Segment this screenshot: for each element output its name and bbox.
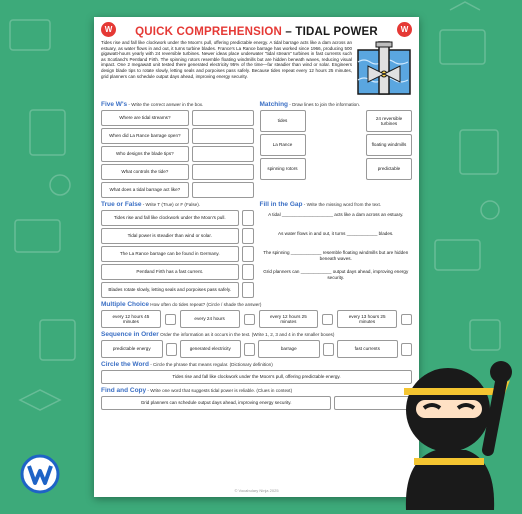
true-false-heading: True or False - Write T (True) or F (False). [101, 201, 201, 208]
badge-right: W [397, 22, 412, 37]
find-copy-heading: Find and Copy - Write one word that suggests tidal power is reliable. (Clues in context) [101, 387, 293, 394]
ninja-mascot [376, 350, 516, 510]
tf-statement: Pentland Firth has a fast current. [101, 264, 239, 280]
tf-statement: Tidal power is steadier than wind or solar. [101, 228, 239, 244]
mc-option[interactable]: every 13 hours 25 minutes [337, 310, 397, 328]
five-ws-heading: Five W's - Write the correct answer in the box. [101, 101, 204, 108]
tf-statement: Blades rotate slowly, letting seals and porpoises pass safely. [101, 282, 239, 298]
circle-word-section [101, 361, 412, 384]
sequence-item: fast currents [337, 340, 399, 358]
sequence-heading: Sequence in Order Order the information as it occurs in the text. (Write 1, 2, 3 and 4 in the smaller boxes) [101, 331, 335, 338]
gap-sentence[interactable]: As water flows in and out, it turns ____________ blades. [278, 231, 394, 236]
match-left-item[interactable]: La Rance [260, 134, 306, 156]
five-ws-answer-box[interactable] [192, 110, 254, 126]
match-left-item[interactable]: spinning rotors [260, 158, 306, 180]
sequence-item: predictable energy [101, 340, 163, 358]
tf-answer-box[interactable] [242, 228, 254, 244]
sequence-number-box[interactable] [244, 343, 255, 356]
sequence-item: generated electricity [180, 340, 242, 358]
mc-tick-box[interactable] [165, 314, 176, 325]
worksheet [94, 17, 419, 497]
matching-heading: Matching - Draw lines to join the information. [259, 101, 361, 108]
sequence-number-box[interactable] [323, 343, 334, 356]
five-ws-question: What does a tidal barrage act like? [101, 182, 189, 198]
tf-answer-box[interactable] [242, 282, 254, 298]
mc-option[interactable]: every 12 hours 45 minutes [101, 310, 161, 328]
five-ws-answer-box[interactable] [192, 182, 254, 198]
true-false-section [101, 198, 254, 298]
tf-statement: Tides rise and fall like clockwork under the Moon's pull. [101, 210, 239, 226]
five-ws-question: Where are tidal streams? [101, 110, 189, 126]
vocabulary-ninja-logo [20, 454, 60, 494]
five-ws-question: Who designs the blade tips? [101, 146, 189, 162]
mc-tick-box[interactable] [244, 314, 255, 325]
sequence-number-box[interactable] [166, 343, 177, 356]
five-ws-answer-box[interactable] [192, 146, 254, 162]
copyright-footer: © Vocabulary Ninja 2025 [234, 488, 279, 493]
five-ws-answer-box[interactable] [192, 164, 254, 180]
sequence-item: barrage [258, 340, 320, 358]
gap-sentence[interactable]: A tidal ____________________ acts like a dam across an estuary. [268, 212, 404, 217]
worksheet-title: QUICK COMPREHENSION – TIDAL POWER [135, 26, 378, 38]
gap-sentence[interactable]: Grid planners can ____________ output days ahead, improving energy security. [263, 269, 409, 280]
fill-gap-heading: Fill in the Gap - Write the missing word from the text. [259, 201, 382, 208]
find-copy-sentence: Grid planners can schedule output days ahead, improving energy security. [101, 396, 331, 410]
find-copy-section [101, 387, 412, 410]
multiple-choice-heading: Multiple Choice How often do tides repeat? (Circle / shade the answer) [101, 301, 262, 308]
match-right-item[interactable]: 24 reversible turbines [366, 110, 412, 132]
five-ws-answer-box[interactable] [192, 128, 254, 144]
five-ws-question: When did La Rance barrage open? [101, 128, 189, 144]
tf-answer-box[interactable] [242, 264, 254, 280]
reading-passage [101, 40, 412, 98]
five-ws-question: What controls the tide? [101, 164, 189, 180]
multiple-choice-section [101, 301, 412, 328]
fill-gap-section [260, 198, 413, 298]
match-right-item[interactable]: predictable [366, 158, 412, 180]
mc-tick-box[interactable] [322, 314, 333, 325]
match-left-item[interactable]: tides [260, 110, 306, 132]
match-right-item[interactable]: floating windmills [366, 134, 412, 156]
mc-option[interactable]: every 12 hours 25 minutes [259, 310, 319, 328]
circle-word-heading: Circle the Word - Circle the phrase that means regular. (Dictionary definition) [101, 361, 273, 368]
tf-answer-box[interactable] [242, 210, 254, 226]
mc-tick-box[interactable] [401, 314, 412, 325]
tidal-turbine-illustration [356, 40, 412, 98]
tf-statement: The La Rance barrage can be found in Germany. [101, 246, 239, 262]
tf-answer-box[interactable] [242, 246, 254, 262]
five-ws-section [101, 98, 254, 198]
title-row [101, 22, 412, 40]
badge-left: W [101, 22, 116, 37]
matching-section [260, 98, 413, 198]
gap-sentence[interactable]: The spinning ____________ resemble floating windmills but are hidden beneath waves. [263, 250, 409, 261]
circle-word-sentence[interactable]: Tides rise and fall like clockwork under the Moon's pull, offering predictable energy. [101, 370, 412, 384]
passage-text: Tides rise and fall like clockwork under the Moon's pull, offering predictable energy. A tidal barrage acts like a dam across an estuary, as water flows in and out, it turns turbine blades. France's La Rance barrage has worked since 1966, producing 500 gigawatt-hours yearly with 24 reversible turbines. Newer ideas place underwater "tidal stream" turbines in fast currents such as Scotland's Pentland Firth. The spinning rotors resemble floating windmills but are hidden beneath waves, reducing visual impact. One 2 megawatt unit tested there generated electricity 95% of the time—far steadier than wind or solar. Engineers design blade tips to rotate slowly, letting seals and porpoises pass safely. Because tides repeat every 12 hours 25 minutes, grid planners can schedule output days ahead, improving energy security. [101, 40, 352, 79]
mc-option[interactable]: every 24 hours [180, 310, 240, 328]
sequence-section [101, 331, 412, 358]
